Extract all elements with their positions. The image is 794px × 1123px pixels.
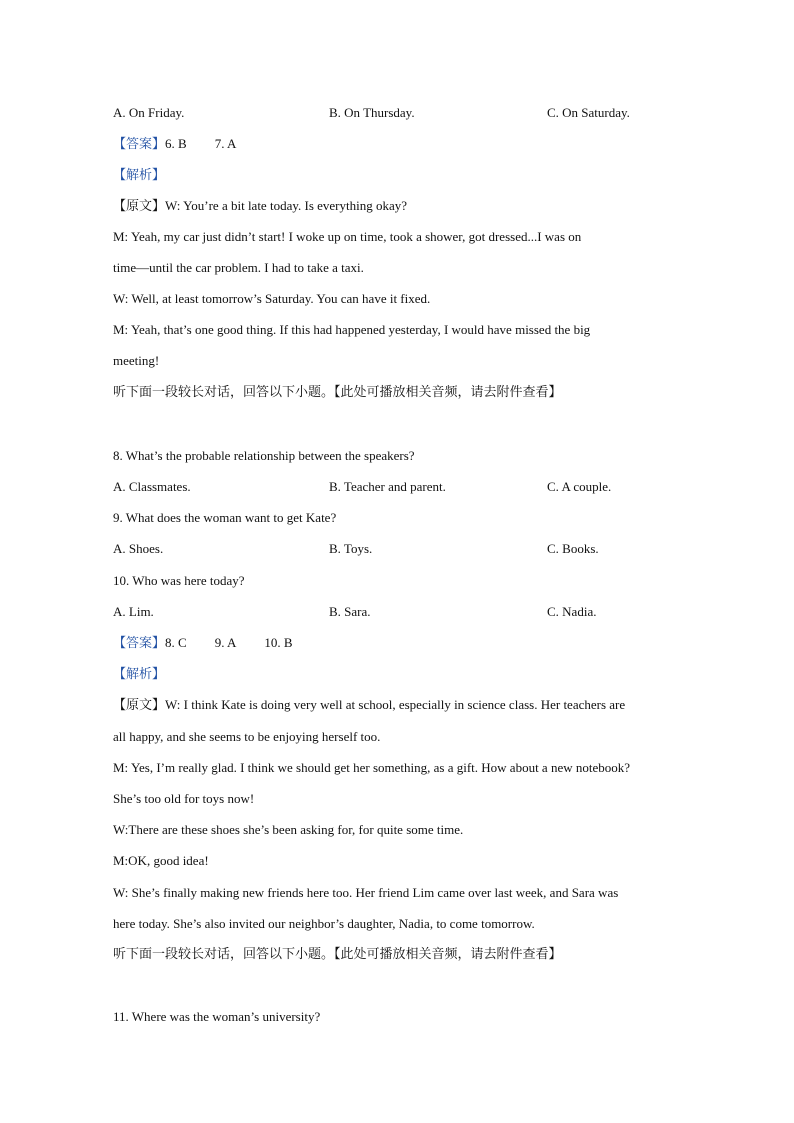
transcript-line <box>113 198 407 215</box>
option-c: C. A couple. <box>547 479 612 494</box>
transcript-line: meeting! <box>113 353 160 368</box>
option-a: A. Shoes. <box>113 541 164 556</box>
instruction-line: 听下面一段较长对话，回答以下小题。【此处可播放相关音频，请去附件查看】 <box>113 385 562 400</box>
instruction-line: 听下面一段较长对话，回答以下小题。【此处可播放相关音频，请去附件查看】 <box>113 947 562 962</box>
transcript-tag: 【原文】 <box>113 698 166 713</box>
option-b: B. Toys. <box>329 541 373 556</box>
transcript-line: W: She’s finally making new friends here too. Her friend Lim came over last week, and Sara was <box>113 885 619 900</box>
option-c: C. Nadia. <box>547 604 597 619</box>
analysis-line-2 <box>113 666 165 683</box>
answer-10: 10. B <box>264 635 293 650</box>
transcript-text: W: I think Kate is doing very well at school, especially in science class. Her teachers are <box>165 697 626 712</box>
transcript-line: W: Well, at least tomorrow’s Saturday. You can have it fixed. <box>113 291 431 306</box>
answer-line-1 <box>113 136 236 153</box>
option-b: B. Sara. <box>329 604 371 619</box>
transcript-line: here today. She’s also invited our neighbor’s daughter, Nadia, to come tomorrow. <box>113 916 535 931</box>
transcript-line: She’s too old for toys now! <box>113 791 255 806</box>
transcript-line: M: Yeah, that’s one good thing. If this had happened yesterday, I would have missed the big <box>113 322 591 337</box>
transcript-line: all happy, and she seems to be enjoying herself too. <box>113 729 381 744</box>
transcript-line: M: Yeah, my car just didn’t start! I woke up on time, took a shower, got dressed...I was on <box>113 229 582 244</box>
transcript-line <box>113 697 625 714</box>
option-c: C. Books. <box>547 541 599 556</box>
option-a: A. Classmates. <box>113 479 191 494</box>
option-b: B. Teacher and parent. <box>329 479 446 494</box>
answer-6: 6. B <box>165 136 187 151</box>
question-9: 9. What does the woman want to get Kate? <box>113 510 337 525</box>
answer-8: 8. C <box>165 635 187 650</box>
option-b: B. On Thursday. <box>329 105 415 120</box>
question-11: 11. Where was the woman’s university? <box>113 1009 321 1024</box>
answer-7: 7. A <box>214 136 237 151</box>
transcript-text: W: You’re a bit late today. Is everything okay? <box>165 198 408 213</box>
option-c: C. On Saturday. <box>547 105 630 120</box>
analysis-tag: 【解析】 <box>113 168 166 183</box>
transcript-line: M:OK, good idea! <box>113 853 209 868</box>
question-8: 8. What’s the probable relationship between the speakers? <box>113 448 415 463</box>
question-10: 10. Who was here today? <box>113 573 245 588</box>
transcript-line: M: Yes, I’m really glad. I think we should get her something, as a gift. How about a new notebook? <box>113 760 631 775</box>
answer-line-2 <box>113 635 293 652</box>
transcript-line: W:There are these shoes she’s been asking for, for quite some time. <box>113 822 464 837</box>
option-a: A. Lim. <box>113 604 154 619</box>
answer-tag: 【答案】 <box>113 137 166 152</box>
answer-tag: 【答案】 <box>113 636 166 651</box>
analysis-line-1 <box>113 167 165 184</box>
option-a: A. On Friday. <box>113 105 185 120</box>
answer-9: 9. A <box>214 635 237 650</box>
transcript-line: time—until the car problem. I had to take a taxi. <box>113 260 364 275</box>
analysis-tag: 【解析】 <box>113 667 166 682</box>
transcript-tag: 【原文】 <box>113 199 166 214</box>
